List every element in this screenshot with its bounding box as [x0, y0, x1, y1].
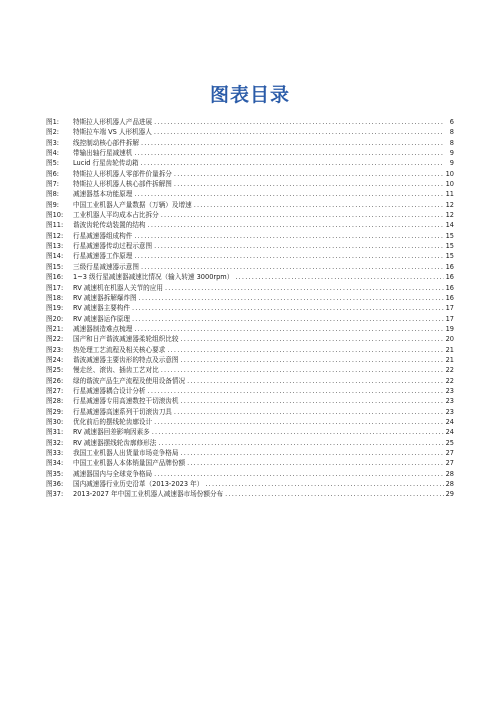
leader-dots: [154, 127, 444, 137]
leader-dots: [152, 427, 444, 437]
page-number: 23: [445, 397, 454, 406]
figure-title: 特斯拉人形机器人零部件价量拆分: [73, 169, 172, 178]
leader-dots: [132, 303, 444, 313]
leader-dots: [167, 345, 443, 355]
leader-dots: [154, 117, 444, 127]
figure-title: 我国工业机器人出货量市场竞争格局: [73, 449, 179, 457]
toc-entry[interactable]: [46, 365, 454, 375]
figure-number: 图11:: [46, 221, 64, 230]
page-number: 28: [445, 480, 454, 489]
toc-entry[interactable]: [46, 200, 454, 210]
toc-entry[interactable]: [46, 283, 454, 293]
figure-title: Lucid 行星齿轮传动箱: [73, 159, 139, 168]
figure-number: 图16:: [46, 273, 64, 282]
page-title: 图表目录: [209, 84, 290, 106]
page-number: 25: [445, 438, 454, 447]
figure-title: RV 减速器主要构件: [73, 304, 130, 313]
leader-dots: [194, 200, 444, 210]
toc-entry[interactable]: [46, 189, 454, 199]
figure-title: 行星减速器高速系列干切滚齿刀具: [73, 407, 172, 416]
page-number: 9: [449, 159, 454, 168]
page-number: 27: [445, 459, 454, 468]
figure-number: 图6:: [46, 169, 60, 178]
page-number: 20: [445, 335, 454, 344]
page-number: 14: [445, 221, 454, 230]
leader-dots: [181, 334, 444, 344]
page-number: 16: [445, 283, 454, 292]
leader-dots: [139, 293, 444, 303]
figure-number: 图24:: [46, 355, 64, 364]
leader-dots: [154, 417, 443, 427]
figure-number: 图25:: [46, 366, 64, 375]
toc-entry[interactable]: [46, 427, 454, 437]
figure-number: 图32:: [46, 438, 64, 447]
figure-title: RV 减速器运作原理: [73, 314, 130, 323]
toc-entry[interactable]: [46, 138, 454, 148]
figure-title: 行星减速器组成构件: [73, 231, 133, 240]
page-number: 28: [445, 469, 454, 478]
figure-title: 减速器国内与全球竞争格局: [73, 469, 153, 478]
toc-entry[interactable]: [46, 241, 454, 251]
toc-entry[interactable]: [46, 407, 454, 417]
toc-entry[interactable]: [46, 345, 454, 355]
toc-entry[interactable]: [46, 376, 454, 386]
figure-title: RV 减速器摆线轮齿廓修形法: [73, 438, 157, 447]
leader-dots: [134, 324, 443, 334]
page-number: 17: [445, 304, 454, 313]
figure-title: 国产和日产谐波减速器柔轮组织比较: [73, 335, 179, 344]
figure-number: 图14:: [46, 252, 64, 261]
toc-entry[interactable]: [46, 355, 454, 365]
figure-number: 图31:: [46, 428, 64, 437]
toc-entry[interactable]: [46, 396, 454, 406]
figure-number: 图3:: [46, 138, 60, 147]
page-number: 21: [445, 355, 454, 364]
page-number: 9: [449, 149, 454, 158]
leader-dots: [134, 231, 443, 241]
page-number: 21: [445, 345, 454, 354]
page-number: 15: [445, 231, 454, 240]
leader-dots: [158, 438, 443, 448]
toc-entry[interactable]: [46, 251, 454, 261]
toc-entry[interactable]: [46, 231, 454, 241]
toc-entry[interactable]: [46, 314, 454, 324]
figure-number: 图29:: [46, 407, 64, 416]
toc-entry[interactable]: [46, 417, 454, 427]
toc-entry[interactable]: [46, 169, 454, 179]
page-number: 22: [445, 376, 454, 385]
leader-dots: [161, 210, 444, 220]
figure-number: 图1:: [46, 118, 60, 126]
figure-number: 图27:: [46, 386, 64, 395]
figure-title: 谐波减速器主要齿形的特点及示意图: [73, 355, 179, 364]
leader-dots: [141, 262, 444, 272]
page-number: 8: [449, 128, 454, 137]
figure-number: 图15:: [46, 262, 64, 271]
figure-number: 图28:: [46, 397, 64, 406]
page-number: 19: [445, 324, 454, 333]
page-number: 17: [445, 314, 454, 323]
figure-title: RV 减速器拆解爆炸图: [73, 293, 137, 302]
page-number: 10: [445, 169, 454, 178]
leader-dots: [132, 314, 444, 324]
figure-list: [46, 117, 454, 500]
figure-number: 图17:: [46, 283, 64, 292]
leader-dots: [161, 365, 444, 375]
figure-title: 优化前后的摆线轮齿廓设计: [73, 417, 153, 426]
page-number: 15: [445, 252, 454, 261]
leader-dots: [181, 448, 444, 458]
page-number: 16: [445, 273, 454, 282]
figure-number: 图34:: [46, 459, 64, 468]
figure-number: 图35:: [46, 469, 64, 478]
leader-dots: [154, 469, 443, 479]
toc-entry[interactable]: [46, 272, 454, 282]
leader-dots: [148, 386, 444, 396]
figure-title: 三级行星减速器示意图: [73, 262, 139, 271]
leader-dots: [148, 220, 444, 230]
figure-title: 1~3 级行星减速器减速比情况（输入转速 3000rpm）: [73, 273, 234, 282]
figure-title: 减速器制造难点梳理: [73, 324, 133, 333]
leader-dots: [181, 355, 444, 365]
figure-title: 减速器基本功能原理: [73, 190, 133, 199]
figure-number: 图19:: [46, 304, 64, 313]
figure-title: 工业机器人平均成本占比拆分: [73, 211, 159, 220]
figure-title: 带输出轴行星减速机: [73, 149, 133, 158]
page-number: 11: [445, 190, 454, 199]
figure-number: 图10:: [46, 211, 64, 220]
figure-number: 图4:: [46, 149, 60, 158]
toc-entry[interactable]: [46, 334, 454, 344]
page-number: 27: [445, 449, 454, 457]
figure-number: 图23:: [46, 345, 64, 354]
figure-number: 图21:: [46, 324, 64, 333]
page-number: 16: [445, 293, 454, 302]
figure-title: 国内减速器行业历史沿革（2013-2023 年）: [73, 480, 204, 489]
figure-number: 图2:: [46, 128, 60, 137]
leader-dots: [165, 283, 444, 293]
page-number: 24: [445, 428, 454, 437]
figure-title: 线控制动核心部件拆解: [73, 138, 139, 147]
figure-title: 中国工业机器人本体销量国产品牌份额: [73, 459, 186, 468]
figure-number: 图5:: [46, 159, 60, 168]
figure-title: 2013-2027 年中国工业机器人减速器市场份额分布: [73, 490, 224, 499]
page-number: 15: [445, 242, 454, 251]
toc-entry[interactable]: [46, 458, 454, 468]
figure-title: 特斯拉人形机器人产品进展: [73, 118, 153, 126]
page-number: 12: [445, 211, 454, 220]
figure-number: 图33:: [46, 449, 64, 457]
leader-dots: [205, 479, 443, 489]
page-number: 24: [445, 417, 454, 426]
toc-entry[interactable]: [46, 438, 454, 448]
leader-dots: [134, 148, 444, 158]
toc-entry[interactable]: [46, 386, 454, 396]
leader-dots: [235, 272, 443, 282]
toc-entry[interactable]: [46, 469, 454, 479]
figure-number: 图37:: [46, 490, 64, 499]
toc-entry[interactable]: [46, 117, 454, 127]
page-number: 6: [449, 118, 454, 126]
figure-title: 特斯拉车端 VS 人形机器人: [73, 128, 152, 137]
figure-title: 行星减速器专用高速数控干切滚齿机: [73, 397, 179, 406]
figure-number: 图20:: [46, 314, 64, 323]
figure-number: 图22:: [46, 335, 64, 344]
toc-entry[interactable]: [46, 262, 454, 272]
leader-dots: [174, 179, 444, 189]
toc-entry[interactable]: [46, 293, 454, 303]
page-number: 12: [445, 200, 454, 209]
leader-dots: [141, 158, 444, 168]
figure-number: 图12:: [46, 231, 64, 240]
toc-entry[interactable]: [46, 220, 454, 230]
toc-entry[interactable]: [46, 158, 454, 168]
toc-entry[interactable]: [46, 489, 454, 499]
page-number: 8: [449, 138, 454, 147]
page-number: 23: [445, 386, 454, 395]
figure-number: 图18:: [46, 293, 64, 302]
toc-entry[interactable]: [46, 303, 454, 313]
page-number: 23: [445, 407, 454, 416]
figure-title: 谐波齿轮传动装置的结构: [73, 221, 146, 230]
page-number: 22: [445, 366, 454, 375]
leader-dots: [174, 169, 444, 179]
figure-number: 图9:: [46, 200, 60, 209]
figure-number: 图8:: [46, 190, 60, 199]
figure-title: 中国工业机器人产量数据（万辆）及增速: [73, 200, 192, 209]
toc-entry[interactable]: [46, 148, 454, 158]
figure-number: 图26:: [46, 376, 64, 385]
figure-title: 行星减速器传动过程示意图: [73, 242, 153, 251]
figure-number: 图7:: [46, 180, 60, 189]
leader-dots: [181, 396, 444, 406]
toc-entry[interactable]: [46, 210, 454, 220]
page-number: 29: [445, 490, 454, 499]
leader-dots: [134, 251, 443, 261]
toc-entry[interactable]: [46, 179, 454, 189]
figure-title: 行星减速器工作原理: [73, 252, 133, 261]
leader-dots: [141, 138, 444, 148]
toc-entry[interactable]: [46, 479, 454, 489]
figure-number: 图30:: [46, 417, 64, 426]
toc-entry[interactable]: [46, 448, 454, 458]
figure-title: 慢走丝、滚齿、插齿工艺对比: [73, 366, 159, 375]
figure-title: 行星减速器耦合设计分析: [73, 386, 146, 395]
page-number: 10: [445, 180, 454, 189]
figure-title: 特斯拉人形机器人核心部件拆解图: [73, 180, 172, 189]
figure-title: 热处理工艺流程及相关核心要求: [73, 345, 166, 354]
figure-title: RV 减速机在机器人关节的应用: [73, 283, 163, 292]
leader-dots: [174, 407, 444, 417]
leader-dots: [154, 241, 443, 251]
page-number: 16: [445, 262, 454, 271]
figure-title: RV 减速器回差影响因素多: [73, 428, 150, 437]
leader-dots: [187, 376, 444, 386]
figure-number: 图13:: [46, 242, 64, 251]
toc-entry[interactable]: [46, 127, 454, 137]
figure-number: 图36:: [46, 480, 64, 489]
leader-dots: [134, 189, 443, 199]
figure-title: 绿的谐波产品生产流程及使用设备情况: [73, 376, 186, 385]
toc-entry[interactable]: [46, 324, 454, 334]
leader-dots: [187, 458, 444, 468]
leader-dots: [225, 489, 443, 499]
